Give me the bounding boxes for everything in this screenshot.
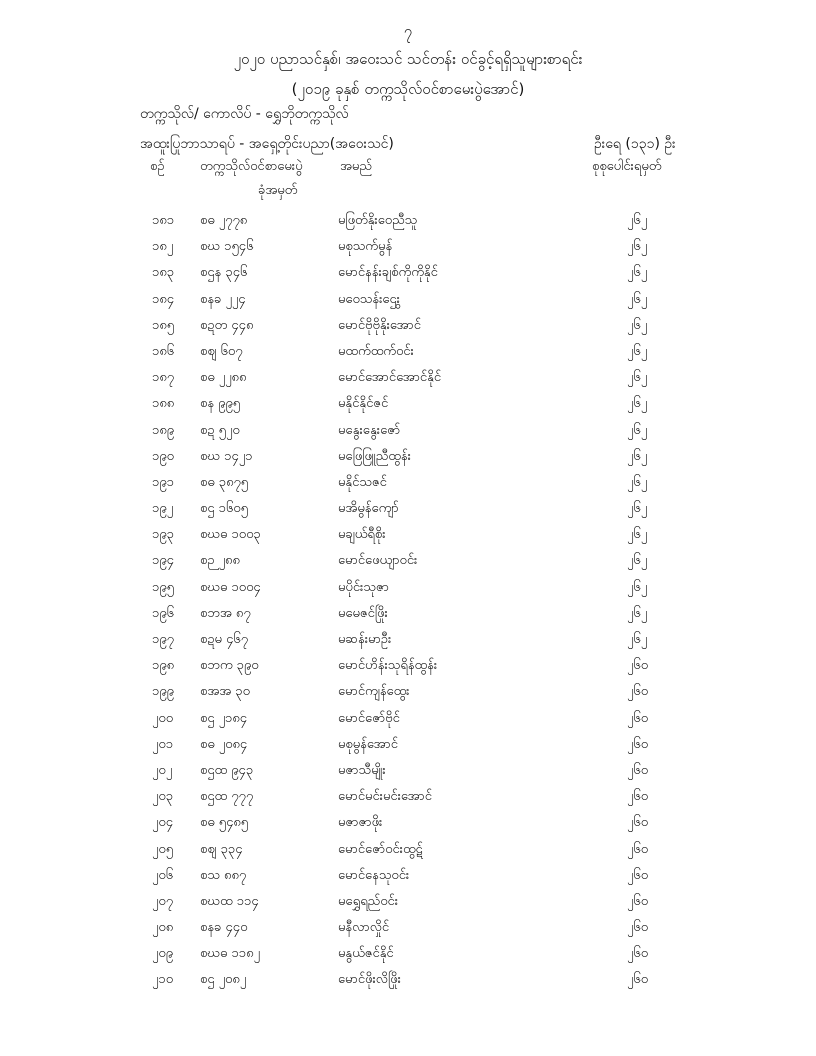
table-row bbox=[0, 418, 816, 444]
student-name: မောင်ဇော်ဗိုင် bbox=[338, 710, 400, 726]
roll-number: စဌ ၂၀၈၂ bbox=[200, 972, 247, 988]
student-name: မအိမွန်ကျော် bbox=[338, 501, 399, 517]
total-score: ၂၆၂ bbox=[627, 501, 648, 517]
student-name: မောင်ဖိုးလိဖြိုး bbox=[338, 972, 401, 988]
row-number: ၂၀၉ bbox=[152, 946, 174, 962]
total-score: ၂၆၀ bbox=[627, 815, 649, 831]
roll-number: စဍမ ၄၆၇ bbox=[200, 632, 249, 647]
row-number: ၁၉၀ bbox=[152, 448, 174, 464]
table-row bbox=[0, 208, 816, 234]
student-name: မောင်နန်းချစ်ကိုကိုနိုင် bbox=[338, 265, 438, 281]
table-row bbox=[0, 444, 816, 470]
student-name: မနိုင်သဇင် bbox=[338, 474, 387, 490]
total-score: ၂၆၀ bbox=[627, 841, 649, 857]
total-score: ၂၆၀ bbox=[627, 920, 649, 936]
roll-number: စဈ ၃၃၄ bbox=[200, 841, 243, 857]
total-score: ၂၆၂ bbox=[627, 527, 648, 543]
roll-number: စဘက ၃၉၀ bbox=[200, 658, 259, 674]
row-number: ၁၉၅ bbox=[152, 579, 174, 595]
student-name: မနီလာလှိုင် bbox=[338, 920, 390, 936]
column-header-roll-line1: တက္ကသိုလ်ဝင်စာမေးပွဲ bbox=[200, 159, 303, 174]
student-name: မဖြေဖြူညီထွန်း bbox=[338, 448, 411, 464]
row-number: ၁၉၁ bbox=[152, 474, 174, 490]
column-header-score: စုစုပေါင်းရမှတ် bbox=[592, 159, 662, 174]
roll-number: စဓ ၅၄၈၅ bbox=[200, 815, 249, 831]
student-name: မနိုင်နိုင်ဇင် bbox=[338, 396, 389, 412]
student-name: မောင်အောင်အောင်နိုင် bbox=[338, 370, 442, 386]
row-number: ၁၈၃ bbox=[152, 265, 175, 281]
total-score: ၂၆၀ bbox=[627, 736, 649, 752]
row-number: ၁၈၅ bbox=[152, 317, 175, 333]
roll-number: စဓ ၃၈၇၅ bbox=[200, 474, 249, 490]
table-row bbox=[0, 260, 816, 286]
table-row bbox=[0, 339, 816, 365]
student-name: မောင်ဗိုဗိုနိုးအောင် bbox=[338, 317, 421, 333]
table-row bbox=[0, 889, 816, 915]
roll-number: စဃထ ၁၁၄ bbox=[200, 893, 259, 909]
table-row bbox=[0, 365, 816, 391]
student-name: မောင်ကျန်ထွေး bbox=[338, 684, 410, 700]
student-name: မထက်ထက်ဝင်း bbox=[338, 343, 414, 359]
row-number: ၁၈၄ bbox=[152, 291, 175, 307]
roll-number: စဃ ၁၅၄၆ bbox=[200, 239, 254, 255]
total-score: ၂၆၂ bbox=[627, 265, 648, 281]
student-name: မပိုင်းသုဇာ bbox=[338, 579, 389, 595]
table-row bbox=[0, 653, 816, 679]
total-count-line: ဦးရေ (၁၃၁) ဦး bbox=[594, 136, 676, 152]
row-number: ၁၉၂ bbox=[152, 501, 174, 517]
roll-number: စဃဓ ၁၁၈၂ bbox=[200, 946, 260, 962]
table-row bbox=[0, 627, 816, 653]
major-subject-line: အထူးပြုဘာသာရပ် - အရှေ့တိုင်းပညာ(အဝေးသင်) bbox=[140, 136, 394, 152]
student-name: မောင်နေသုဝင်း bbox=[338, 867, 410, 883]
student-name: မရွှေရည်ဝင်း bbox=[338, 893, 399, 909]
student-name: မဝေသန်းဌွေး bbox=[338, 291, 400, 307]
total-score: ၂၆၂ bbox=[627, 605, 648, 621]
table-row bbox=[0, 575, 816, 601]
roll-number: စဌထ ၉၄၃ bbox=[200, 762, 254, 778]
table-row bbox=[0, 601, 816, 627]
table-row bbox=[0, 679, 816, 705]
table-row bbox=[0, 522, 816, 548]
row-number: ၁၈၂ bbox=[152, 239, 174, 255]
total-score: ၂၆၀ bbox=[627, 762, 649, 778]
row-number: ၂၀၅ bbox=[152, 841, 174, 857]
table-row bbox=[0, 863, 816, 889]
table-row bbox=[0, 967, 816, 993]
student-name: မနွယ်ဇင်နိုင် bbox=[338, 946, 394, 962]
roll-number: စအအ ၃၀ bbox=[200, 684, 250, 700]
row-number: ၁၈၇ bbox=[152, 370, 175, 386]
roll-number: စဈ ၆၀၇ bbox=[200, 343, 243, 359]
column-header-number: စဉ် bbox=[150, 159, 165, 174]
row-number: ၁၉၇ bbox=[152, 632, 174, 647]
total-score: ၂၆၂ bbox=[627, 317, 648, 333]
roll-number: စသ ၈၈၇ bbox=[200, 867, 247, 883]
total-score: ၂၆၂ bbox=[627, 396, 648, 412]
total-score: ၂၆၀ bbox=[627, 658, 649, 674]
row-number: ၁၈၉ bbox=[152, 422, 175, 438]
total-score: ၂၆၀ bbox=[627, 867, 649, 883]
student-name: မချယ်ရီစိုး bbox=[338, 527, 386, 543]
page-number: ၇ bbox=[403, 22, 413, 40]
table-row bbox=[0, 810, 816, 836]
table-row bbox=[0, 470, 816, 496]
student-name: မဇာဇာဖိုး bbox=[338, 815, 383, 831]
total-score: ၂၆၀ bbox=[627, 893, 649, 909]
roll-number: စဓ ၂၇၇၈ bbox=[200, 213, 248, 228]
total-score: ၂၆၀ bbox=[627, 789, 649, 805]
row-number: ၁၉၈ bbox=[152, 658, 175, 674]
table-row bbox=[0, 732, 816, 758]
total-score: ၂၆၀ bbox=[627, 946, 649, 962]
row-number: ၂၀၀ bbox=[152, 710, 174, 726]
row-number: ၁၈၆ bbox=[152, 343, 175, 359]
table-row bbox=[0, 837, 816, 863]
total-score: ၂၆၂ bbox=[627, 239, 648, 255]
roll-number: စဍတ ၄၄၈ bbox=[200, 317, 254, 333]
roll-number: စဃဓ ၁၀၀၃ bbox=[200, 527, 261, 543]
row-number: ၂၀၆ bbox=[152, 867, 174, 883]
total-score: ၂၆၀ bbox=[627, 710, 649, 726]
table-row bbox=[0, 313, 816, 339]
student-list bbox=[0, 208, 816, 994]
table-row bbox=[0, 496, 816, 522]
total-score: ၂၆၂ bbox=[627, 213, 648, 228]
student-name: မဇာသီမျိုး bbox=[338, 762, 386, 778]
roll-number: စဌ ၂၁၈၄ bbox=[200, 710, 248, 726]
roll-number: စန ၉၉၅ bbox=[200, 396, 241, 412]
student-name: မမေဇင်ဖြိုး bbox=[338, 605, 388, 621]
table-row bbox=[0, 287, 816, 313]
roll-number: စဌ ၁၆၀၅ bbox=[200, 501, 248, 517]
total-score: ၂၆၂ bbox=[627, 632, 648, 647]
student-name: မောင်ဇော်ဝင်းထွဋ် bbox=[338, 841, 423, 857]
row-number: ၁၈၈ bbox=[152, 396, 175, 412]
student-name: မောင်ဖေယျာဝင်း bbox=[338, 553, 418, 569]
row-number: ၂၀၄ bbox=[152, 815, 174, 831]
roll-number: စနခ ၂၂၄ bbox=[200, 291, 246, 307]
total-score: ၂၆၂ bbox=[627, 579, 648, 595]
total-score: ၂၆၂ bbox=[627, 370, 648, 386]
student-name: မဆန်းမာဦး bbox=[338, 632, 392, 647]
roll-number: စဍ ၅၂၀ bbox=[200, 422, 240, 438]
total-score: ၂၆၂ bbox=[627, 422, 648, 438]
total-score: ၂၆၀ bbox=[627, 972, 649, 988]
row-number: ၂၀၃ bbox=[152, 789, 174, 805]
roll-number: စဌန ၃၄၆ bbox=[200, 265, 248, 281]
student-name: မဖြတ်နိုးဝေညီသူ bbox=[338, 213, 418, 228]
row-number: ၂၁၀ bbox=[152, 972, 174, 988]
row-number: ၂၀၈ bbox=[152, 920, 174, 936]
row-number: ၁၉၄ bbox=[152, 553, 174, 569]
student-name: မနွေးနွေးဇော် bbox=[338, 422, 401, 438]
roll-number: စဘအ ၈၇ bbox=[200, 605, 251, 621]
roll-number: စဓ ၂၂၈၈ bbox=[200, 370, 247, 386]
column-header-name: အမည် bbox=[340, 159, 372, 174]
roll-number: စဃဓ ၁၀၀၄ bbox=[200, 579, 261, 595]
document-subtitle: (၂၀၁၉ ခုနှစ် တက္ကသိုလ်ဝင်စာမေးပွဲအောင်) bbox=[291, 80, 525, 98]
table-row bbox=[0, 234, 816, 260]
document-title: ၂၀၂၀ ပညာသင်နှစ်၊ အဝေးသင် သင်တန်း ဝင်ခွင့်ရရှိသူများစာရင်း bbox=[233, 50, 583, 68]
row-number: ၁၉၃ bbox=[152, 527, 174, 543]
table-row bbox=[0, 784, 816, 810]
roll-number: စဌထ ၇၇၇ bbox=[200, 789, 254, 805]
row-number: ၂၀၂ bbox=[152, 762, 173, 778]
table-row bbox=[0, 548, 816, 574]
student-name: မောင်ဟိန်းသုရိန်ထွန်း bbox=[338, 658, 438, 674]
row-number: ၂၀၁ bbox=[152, 736, 174, 752]
total-score: ၂၆၂ bbox=[627, 474, 648, 490]
student-name: မစုမွန်အောင် bbox=[338, 736, 398, 752]
student-name: မစုသက်မွန် bbox=[338, 239, 393, 255]
roll-number: စဓ ၂၀၈၄ bbox=[200, 736, 248, 752]
table-row bbox=[0, 391, 816, 417]
roll-number: စဉ ၂၈၈ bbox=[200, 553, 240, 569]
total-score: ၂၆၂ bbox=[627, 448, 648, 464]
row-number: ၁၉၆ bbox=[152, 605, 174, 621]
table-row bbox=[0, 915, 816, 941]
table-row bbox=[0, 706, 816, 732]
total-score: ၂၆၀ bbox=[627, 684, 649, 700]
row-number: ၂၀၇ bbox=[152, 893, 174, 909]
roll-number: စနခ ၄၄၀ bbox=[200, 920, 248, 936]
student-name: မောင်မင်းမင်းအောင် bbox=[338, 789, 432, 805]
total-score: ၂၆၂ bbox=[627, 343, 648, 359]
total-score: ၂၆၂ bbox=[627, 553, 648, 569]
roll-number: စဃ ၁၄၂၁ bbox=[200, 448, 253, 464]
column-header-roll-line2: ခုံအမှတ် bbox=[258, 183, 298, 198]
table-row bbox=[0, 941, 816, 967]
table-row bbox=[0, 758, 816, 784]
university-line: တက္ကသိုလ်/ ကောလိပ် - ရွှေဘိုတက္ကသိုလ် bbox=[140, 106, 349, 122]
row-number: ၁၉၉ bbox=[152, 684, 174, 700]
total-score: ၂၆၂ bbox=[627, 291, 648, 307]
row-number: ၁၈၁ bbox=[152, 213, 175, 228]
